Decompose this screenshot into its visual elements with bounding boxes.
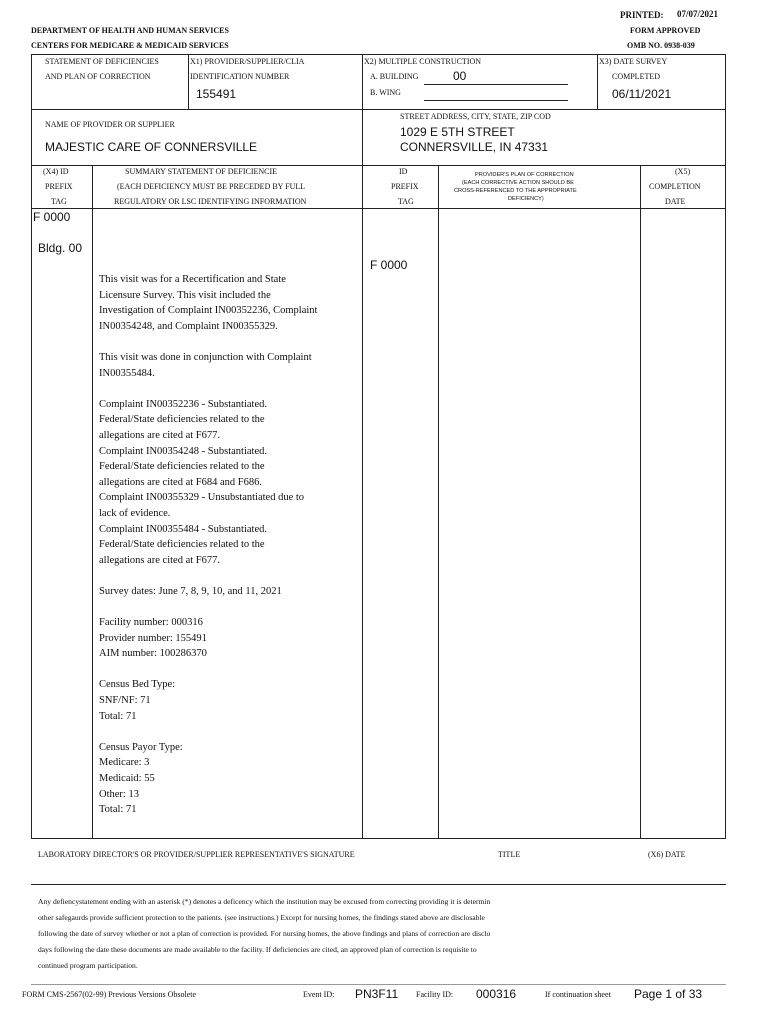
footer-rule [31,984,726,985]
printed-date: 07/07/2021 [677,9,719,19]
building-underline [424,84,568,85]
plan-header-2: (EACH CORRECTIVE ACTION SHOULD BE [462,180,574,186]
x5-header-1: (X5) [675,167,691,176]
right-border [725,54,726,839]
event-id: PN3F11 [355,987,399,1001]
city-state-zip: CONNERSVILLE, IN 47331 [400,140,549,154]
form-approved: FORM APPROVED [630,26,701,35]
left-border [31,54,32,839]
building-value: 00 [453,69,467,83]
x2-label: X2) MULTIPLE CONSTRUCTION [364,57,482,66]
plan-header-3: CROSS-REFERENCED TO THE APPROPRIATE [454,188,577,194]
x3-label-1: X3) DATE SURVEY [599,57,668,66]
event-id-label: Event ID: [303,990,335,999]
deficiency-text [99,272,359,833]
x3-label-2: COMPLETED [612,72,660,81]
facility-id-label: Facility ID: [416,990,454,999]
statement-label-1: STATEMENT OF DEFICIENCIES [45,57,159,66]
divider-x3 [597,54,598,109]
col-divider-2 [362,165,363,839]
plan-header-1: PROVIDER'S PLAN OF CORRECTION [475,172,574,178]
top-border [31,54,726,55]
id-header-2: PREFIX [391,182,419,191]
page-number: Page 1 of 33 [634,987,703,1001]
x5-header-2: COMPLETION [649,182,701,191]
paragraph-5: Facility number: 000316 Provider number: 155491 AIM number: 100286370 [99,617,207,660]
x4-header-2: PREFIX [45,182,73,191]
paragraph-7: Census Payor Type: Medicare: 3 Medicaid: 55 Other: 13 Total: 71 [99,741,183,816]
table-bottom [31,838,726,839]
paragraph-2: This visit was done in conjunction with Complaint IN00355484. [99,351,312,379]
x5-header-3: DATE [665,197,686,206]
col-divider-3 [438,165,439,839]
statement-label-2: AND PLAN OF CORRECTION [45,72,151,81]
wing-underline [424,100,568,101]
building-label: A. BUILDING [370,72,419,81]
provider-number: 155491 [196,87,237,101]
paragraph-1: This visit was for a Recertification and State Licensure Survey. This visit included the Investigation of Complaint IN00352236, Complaint IN00354248, and Complaint IN00355329. [99,274,318,332]
col-divider-4 [640,165,641,839]
divider-x1 [188,54,189,109]
paragraph-4: Survey dates: June 7, 8, 9, 10, and 11, 2021 [99,585,282,597]
x1-label-2: IDENTIFICATION NUMBER [190,72,290,81]
id-header-1: ID [399,167,408,176]
title-label: TITLE [498,850,521,859]
tag-right: F 0000 [370,258,408,272]
survey-date: 06/11/2021 [612,87,672,101]
x4-header-3: TAG [51,197,67,206]
street-address: 1029 E 5TH STREET [400,125,515,139]
date-label: (X6) DATE [648,850,686,859]
printed-label: PRINTED: [620,10,664,20]
provider-name: MAJESTIC CARE OF CONNERSVILLE [45,140,258,154]
divider-x2 [362,54,363,165]
signature-row-bottom [31,884,726,885]
summary-header-2: (EACH DEFICIENCY MUST BE PRECEDED BY FULL [117,182,306,191]
centers-title: CENTERS FOR MEDICARE & MEDICAID SERVICES [31,41,229,50]
summary-header-3: REGULATORY OR LSC IDENTIFYING INFORMATION [114,197,307,206]
disclaimer-footnote: Any defiencystatement ending with an asterisk (*) denotes a deficency which the institution may be excused from correcting providing it is determin other safegaurds provide sufficient protection to the patients. (see instructions.) Except for nursing homes, the findings stated above are disclosable following the date of survey whether or not a plan of correction is provided. For nursing homes, the above findings and plans of correction are disclo days following the date these documents are made available to the facility. If deficiencies are cited, an approved plan of correction is requisite to continued program participation. [38,897,491,970]
summary-header-1: SUMMARY STATEMENT OF DEFICIENCIE [125,167,278,176]
provider-row-bottom [31,165,726,166]
plan-header-4: DEFICIENCY) [508,196,544,202]
form-number: FORM CMS-2567(02-99) Previous Versions Obsolete [22,990,197,999]
column-header-bottom [31,208,726,209]
provider-name-label: NAME OF PROVIDER OR SUPPLIER [45,120,175,129]
paragraph-6: Census Bed Type: SNF/NF: 71 Total: 71 [99,679,176,722]
col-divider-1 [92,165,93,839]
department-title: DEPARTMENT OF HEALTH AND HUMAN SERVICES [31,26,229,35]
top-table-bottom [31,109,726,110]
omb-number: OMB NO. 0938-039 [627,41,695,50]
wing-label: B. WING [370,88,401,97]
signature-label: LABORATORY DIRECTOR'S OR PROVIDER/SUPPLIER REPRESENTATIVE'S SIGNATURE [38,850,355,859]
building-tag: Bldg. 00 [38,241,83,255]
facility-id: 000316 [476,987,517,1001]
tag-left: F 0000 [33,210,71,224]
x1-label-1: X1) PROVIDER/SUPPLIER/CLIA [190,57,305,66]
address-label: STREET ADDRESS, CITY, STATE, ZIP COD [400,112,551,121]
id-header-3: TAG [398,197,414,206]
paragraph-3: Complaint IN00352236 - Substantiated. Federal/State deficiencies related to the allegations are cited at F677. Complaint IN00354248 - Substantiated. Federal/State deficiencies related to the allegations are cited at F684 and F686. Complaint IN00355329 - Unsubstantiated due to lack of evidence. Complaint IN00355484 - Substantiated. Federal/State deficiencies related to the allegations are cited at F677. [99,398,305,566]
x4-header-1: (X4) ID [43,167,69,176]
continuation-label: If continuation sheet [545,990,611,999]
